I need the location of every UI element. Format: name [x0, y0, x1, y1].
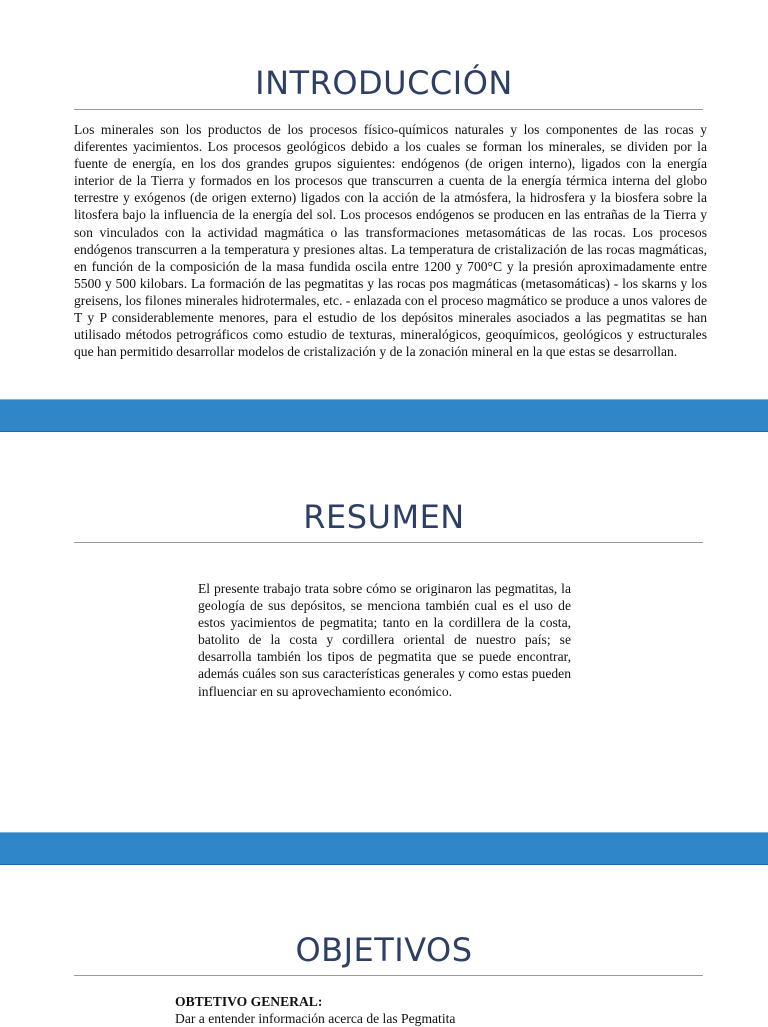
slide-separator-bar [0, 832, 768, 865]
title-underline [74, 975, 703, 976]
objective-general-label: OBTETIVO GENERAL: [175, 994, 323, 1009]
objective-general-text: Dar a entender información acerca de las Pegmatita [175, 1011, 456, 1026]
slide-title: INTRODUCCIÓN [255, 64, 513, 102]
slide-resumen [0, 432, 768, 832]
slide-title: RESUMEN [303, 498, 465, 536]
title-underline [74, 542, 703, 543]
slide-objetivos [0, 865, 768, 1024]
slide-introduccion [0, 0, 768, 399]
slide-title: OBJETIVOS [295, 931, 473, 969]
slide-separator-bar [0, 399, 768, 432]
resumen-paragraph: El presente trabajo trata sobre cómo se originaron las pegmatitas, la geología de sus depósitos, se menciona también cual es el uso de estos yacimientos de pegmatita; tanto en la cordillera de la costa, batolito de la costa y cordillera oriental de nuestro país; se desarrolla también los tipos de pegmatita que se puede encontrar, además cuáles son sus características generales y como estas pueden influenciar en su aprovechamiento económico. [198, 581, 571, 699]
title-underline [74, 109, 703, 110]
intro-paragraph: Los minerales son los productos de los procesos físico-químicos naturales y los componentes de las rocas y diferentes yacimientos. Los procesos geológicos debido a los cuales se forman los minerales, se dividen por la fuente de energía, en los dos grandes grupos siguientes: endógenos (de origen interno), ligados con la energía interior de la Tierra y formados en los procesos que transcurren a cuenta de la energía térmica interna del globo terrestre y exógenos (de origen externo) ligados con la acción de la atmósfera, la hidrosfera y la biosfera sobre la litosfera bajo la influencia de la energía del sol. Los procesos endógenos se producen en las entrañas de la Tierra y son vinculados con la actividad magmática o las transformaciones metasomáticas de las rocas. Los procesos endógenos transcurren a la temperatura y presiones altas. La temperatura de cristalización de las rocas magmáticas, en función de la composición de la masa fundida oscila entre 1200 y 700°C y la presión aproximadamente entre 5500 y 500 kilobars. La formación de las pegmatitas y las rocas pos magmáticas (metasomáticas) - los skarns y los greisens, los filones minerales hidrotermales, etc. - enlazada con el proceso magmático se produce a unos valores de T y P considerablemente menores, para el estudio de los depósitos minerales asociados a las pegmatitas se han utilisado métodos petrográficos como estudio de texturas, mineralógicos, geoquímicos, geológicos y estructurales que han permitido desarrollar modelos de cristalización y de la zonación mineral en la que estas se desarrollan. [74, 122, 707, 360]
